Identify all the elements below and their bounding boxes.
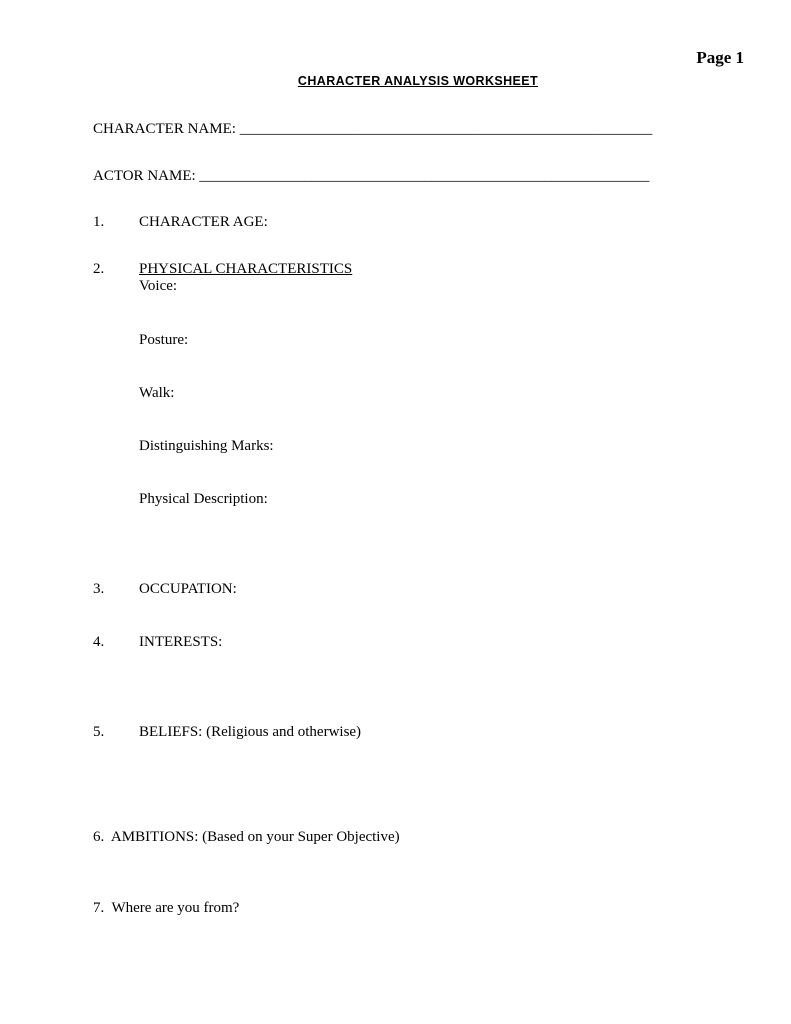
worksheet-title: CHARACTER ANALYSIS WORKSHEET xyxy=(297,74,539,88)
character-name-label: CHARACTER NAME: xyxy=(93,121,236,137)
character-name-line xyxy=(93,120,652,138)
interests-label: INTERESTS: xyxy=(139,634,223,650)
item-number: 2. xyxy=(93,261,105,277)
physical-characteristics-heading: PHYSICAL CHARACTERISTICS xyxy=(139,261,353,277)
walk-label: Walk: xyxy=(139,385,175,401)
beliefs-label: BELIEFS: (Religious and otherwise) xyxy=(139,724,362,740)
origin-label: 7. Where are you from? xyxy=(93,900,240,916)
physical-description-label: Physical Description: xyxy=(139,491,268,507)
occupation-label: OCCUPATION: xyxy=(139,581,237,597)
ambitions-label: 6. AMBITIONS: (Based on your Super Objective) xyxy=(93,829,400,845)
character-name-blank[interactable]: _______________________________________________________ xyxy=(239,121,653,137)
voice-label: Voice: xyxy=(139,278,178,294)
actor-name-line xyxy=(93,167,649,185)
character-age-label: CHARACTER AGE: xyxy=(139,214,268,230)
item-number: 5. xyxy=(93,724,105,740)
page-number: Page 1 xyxy=(696,48,744,67)
actor-name-label: ACTOR NAME: xyxy=(93,168,196,184)
distinguishing-marks-label: Distinguishing Marks: xyxy=(139,438,274,454)
item-number: 4. xyxy=(93,634,105,650)
posture-label: Posture: xyxy=(139,332,189,348)
actor-name-blank[interactable]: ____________________________________________________________ xyxy=(199,168,650,184)
item-number: 1. xyxy=(93,214,105,230)
item-number: 3. xyxy=(93,581,105,597)
